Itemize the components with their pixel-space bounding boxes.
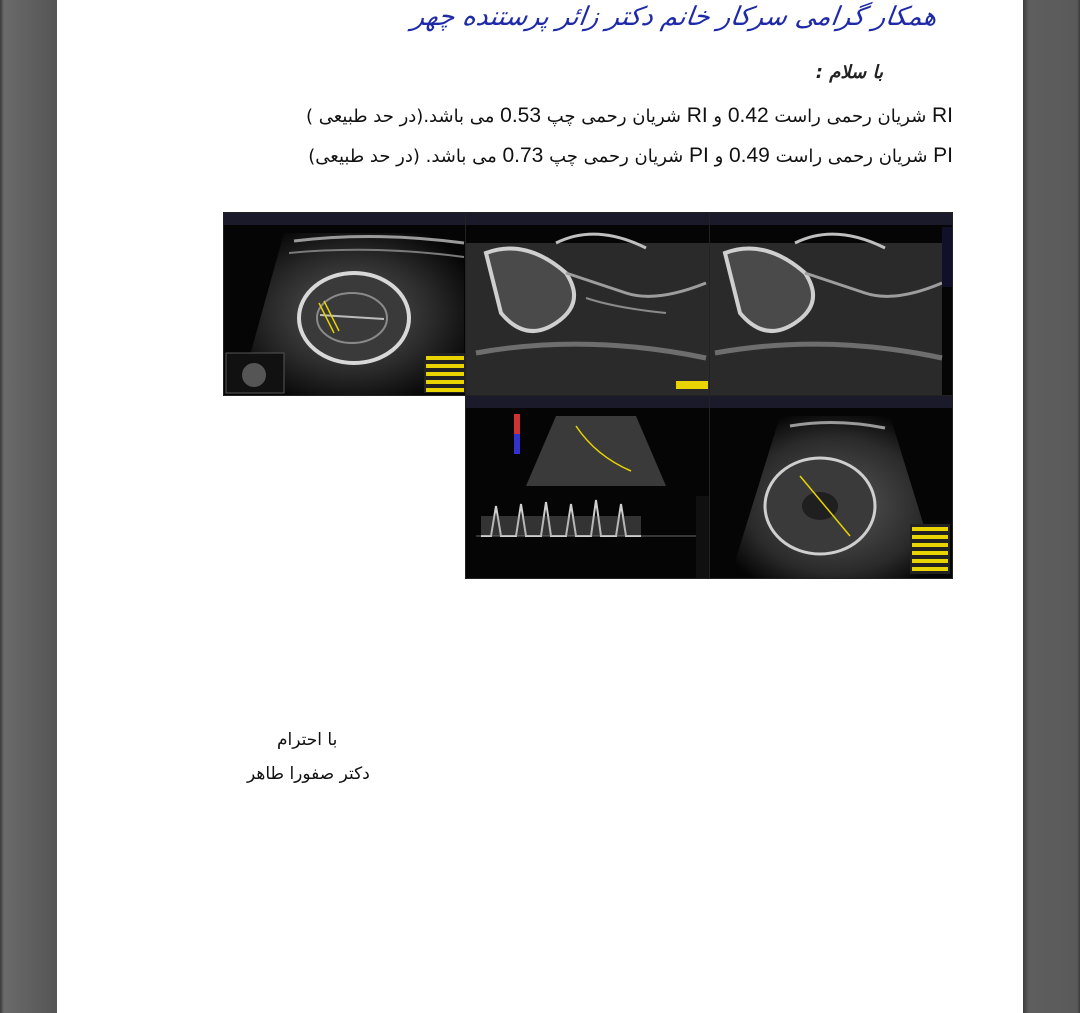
ultrasound-doppler-image bbox=[466, 396, 710, 578]
ultrasound-head-image bbox=[224, 213, 466, 395]
ultrasound-profile-view-1 bbox=[465, 212, 711, 396]
ultrasound-abdomen-view bbox=[709, 395, 953, 579]
ri-suffix-text: می باشد.(در حد طبیعی ) bbox=[305, 106, 501, 127]
ultrasound-profile-image-1 bbox=[466, 213, 710, 395]
ultrasound-abdomen-image bbox=[710, 396, 952, 578]
pi-conjunction: و bbox=[708, 146, 729, 167]
ultrasound-profile-view-2 bbox=[709, 212, 953, 396]
ultrasound-head-view bbox=[223, 212, 467, 396]
pi-right-text: شریان رحمی راست bbox=[769, 146, 934, 167]
pi-left-text: شریان رحمی چپ bbox=[543, 146, 689, 167]
pi-label-right: PI bbox=[933, 144, 953, 167]
pi-result-line bbox=[308, 144, 953, 168]
ultrasound-profile-image-2 bbox=[710, 213, 952, 395]
ultrasound-doppler-view bbox=[465, 395, 711, 579]
closing-text: با احترام bbox=[277, 730, 338, 750]
ri-right-value: 0.42 bbox=[727, 104, 769, 127]
viewer-right-margin bbox=[1023, 0, 1080, 1013]
signature-text: دکتر صفورا طاهر bbox=[247, 764, 370, 784]
pi-suffix-text: می باشد. (در حد طبیعی) bbox=[308, 146, 503, 167]
ri-right-text: شریان رحمی راست bbox=[768, 106, 932, 127]
salutation-heading: همکار گرامی سرکار خانم دکتر زائر پرستنده چهر bbox=[410, 2, 940, 32]
document-page bbox=[57, 0, 1023, 1013]
pi-right-value: 0.49 bbox=[728, 144, 770, 167]
ri-left-text: شریان رحمی چپ bbox=[541, 106, 687, 127]
ri-label-left: RI bbox=[686, 104, 708, 127]
ri-label-right: RI bbox=[932, 104, 953, 127]
ri-result-line bbox=[306, 104, 953, 128]
pi-left-value: 0.73 bbox=[502, 144, 544, 167]
greeting-text: با سلام : bbox=[815, 62, 883, 83]
ri-left-value: 0.53 bbox=[500, 104, 542, 127]
ri-conjunction: و bbox=[707, 106, 728, 127]
pi-label-left: PI bbox=[689, 144, 709, 167]
